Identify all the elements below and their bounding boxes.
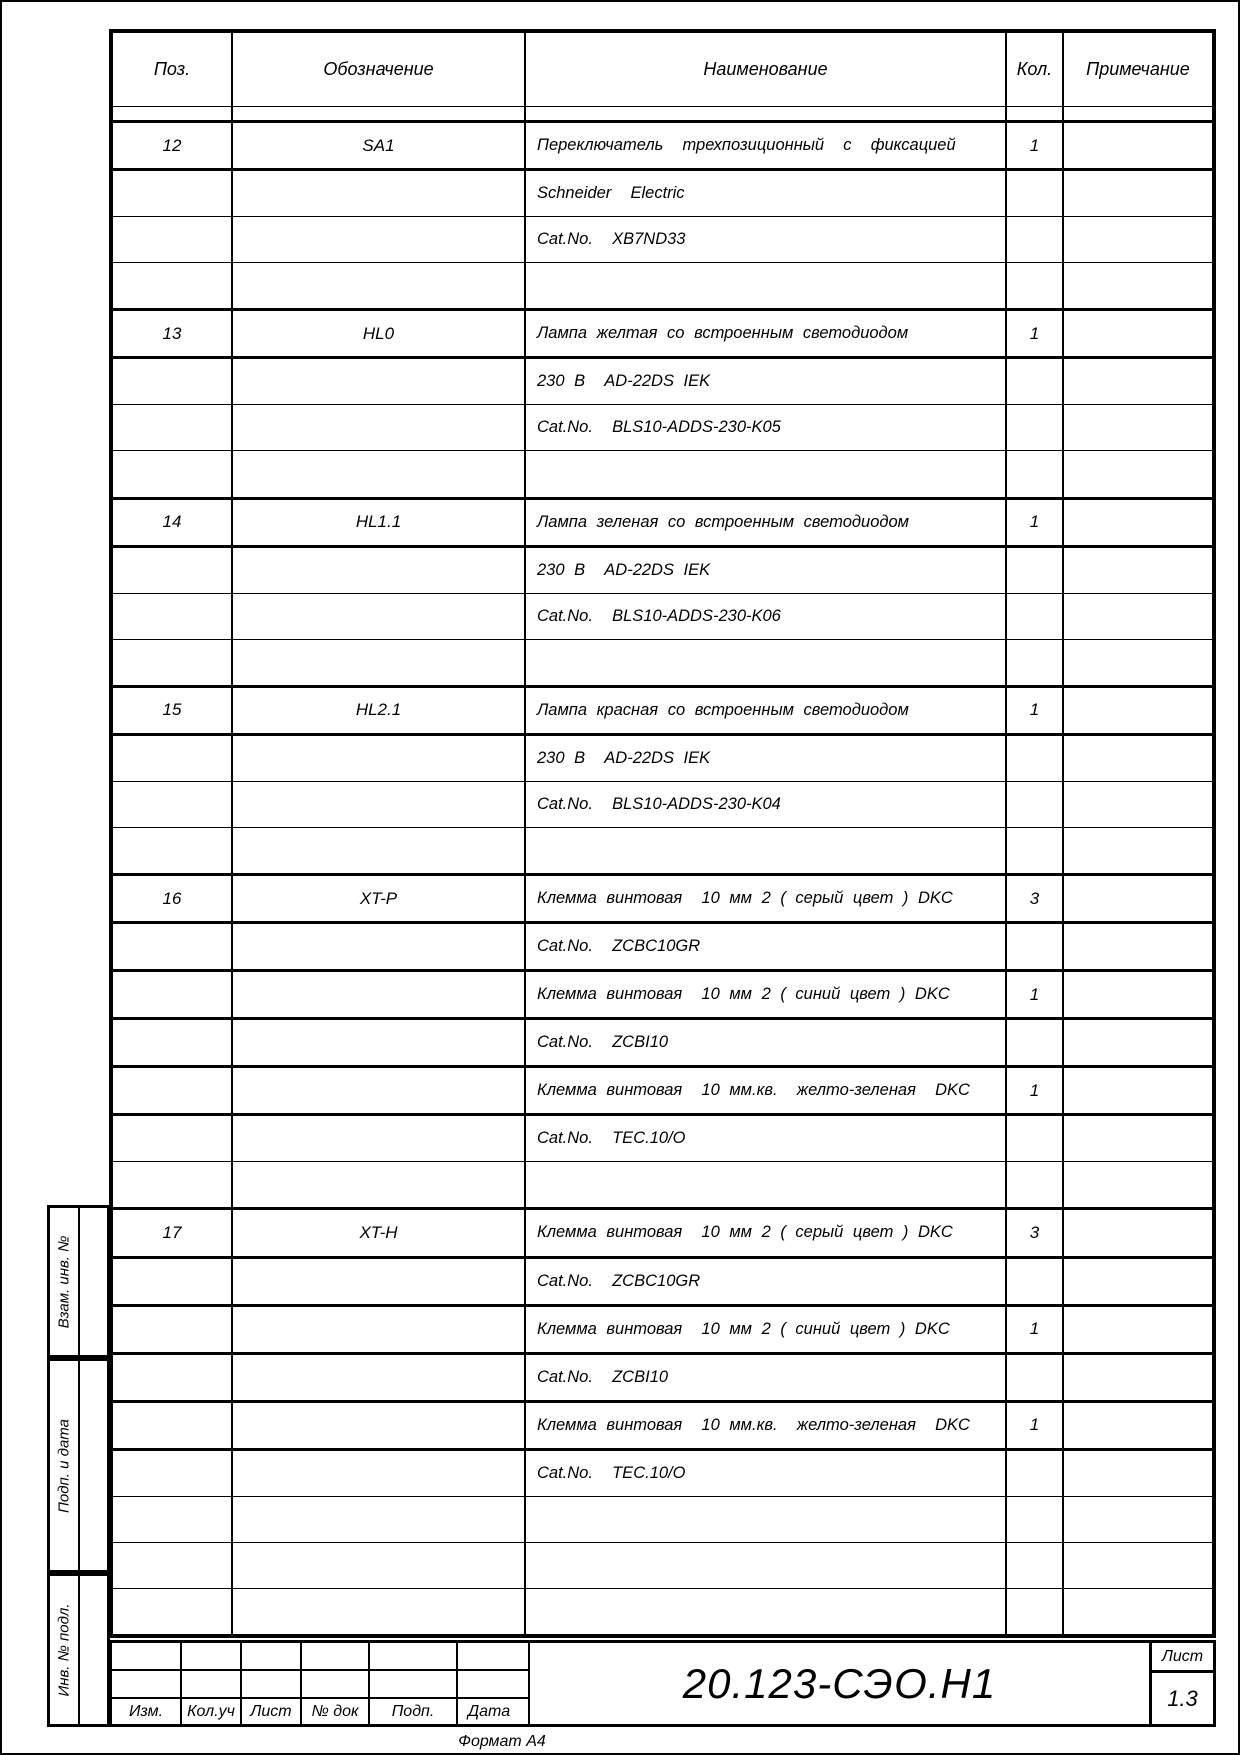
cell-poz <box>113 359 233 404</box>
cell-note <box>1064 924 1212 969</box>
stamp-box-podp-data <box>47 1358 110 1573</box>
cell-poz <box>113 1259 233 1304</box>
table-row <box>113 1207 1212 1255</box>
cell-name: Cat.No. TEC.10/O <box>526 1451 1007 1496</box>
title-block <box>109 1640 1216 1727</box>
cell-poz: 12 <box>113 123 233 168</box>
cell-oboz <box>233 828 526 873</box>
cell-oboz: XT-P <box>233 876 526 921</box>
cell-oboz <box>233 405 526 450</box>
table-row <box>113 356 1212 404</box>
cell-name: Cat.No. ZCBI10 <box>526 1020 1007 1065</box>
table-row <box>113 450 1212 496</box>
cell-poz <box>113 1116 233 1161</box>
table-row <box>113 404 1212 450</box>
cell-qty <box>1007 1497 1064 1542</box>
cell-qty <box>1007 1259 1064 1304</box>
sheet-number: 1.3 <box>1167 1685 1198 1711</box>
table-row <box>113 921 1212 969</box>
cell-oboz <box>233 1307 526 1352</box>
cell-note <box>1064 405 1212 450</box>
cell-poz <box>113 405 233 450</box>
header-gap-row <box>113 106 1212 120</box>
table-row <box>113 168 1212 216</box>
cell-name: Cat.No. ZCBI10 <box>526 1355 1007 1400</box>
cell-oboz: HL1.1 <box>233 500 526 545</box>
cell-poz <box>113 107 233 120</box>
revision-label-cell: Изм. <box>112 1699 182 1724</box>
cell-poz <box>113 171 233 216</box>
cell-name: Cat.No. TEC.10/O <box>526 1116 1007 1161</box>
header-name: Наименование <box>526 33 1007 106</box>
cell-poz <box>113 1589 233 1634</box>
cell-poz <box>113 736 233 781</box>
cell-qty <box>1007 1355 1064 1400</box>
cell-name <box>526 1162 1007 1207</box>
cell-oboz <box>233 1068 526 1113</box>
header-position: Поз. <box>113 33 233 106</box>
revision-grid-row <box>112 1669 528 1697</box>
cell-qty <box>1007 1116 1064 1161</box>
cell-name: Клемма винтовая 10 мм 2 ( синий цвет ) DKC <box>526 972 1007 1017</box>
cell-qty: 3 <box>1007 876 1064 921</box>
table-row <box>113 216 1212 262</box>
cell-oboz <box>233 1451 526 1496</box>
table-row <box>113 497 1212 545</box>
cell-note <box>1064 107 1212 120</box>
cell-qty <box>1007 1589 1064 1634</box>
cell-note <box>1064 1497 1212 1542</box>
cell-note <box>1064 1020 1212 1065</box>
revision-empty-cell <box>182 1643 242 1669</box>
cell-note <box>1064 1543 1212 1588</box>
table-row <box>113 685 1212 733</box>
stamp-box-vzam-inv <box>47 1205 110 1358</box>
cell-name <box>526 1497 1007 1542</box>
cell-qty <box>1007 594 1064 639</box>
cell-poz <box>113 1403 233 1448</box>
cell-name: Cat.No. XB7ND33 <box>526 217 1007 262</box>
revision-grid-row <box>112 1643 528 1669</box>
cell-note <box>1064 1068 1212 1113</box>
table-row <box>113 639 1212 685</box>
cell-name: Лампа желтая со встроенным светодиодом <box>526 311 1007 356</box>
cell-oboz <box>233 1116 526 1161</box>
specification-table <box>109 29 1216 1638</box>
cell-name: Лампа красная со встроенным светодиодом <box>526 688 1007 733</box>
cell-qty <box>1007 1162 1064 1207</box>
cell-note <box>1064 1403 1212 1448</box>
cell-oboz: HL0 <box>233 311 526 356</box>
table-row <box>113 1588 1212 1634</box>
cell-poz <box>113 263 233 308</box>
revision-label-cell: Лист <box>242 1699 302 1724</box>
cell-name <box>526 263 1007 308</box>
cell-name <box>526 828 1007 873</box>
cell-qty <box>1007 782 1064 827</box>
cell-poz: 14 <box>113 500 233 545</box>
cell-note <box>1064 736 1212 781</box>
cell-name <box>526 451 1007 496</box>
table-row <box>113 873 1212 921</box>
table-row <box>113 1496 1212 1542</box>
cell-qty <box>1007 359 1064 404</box>
cell-poz <box>113 924 233 969</box>
stamp-label: Взам. инв. № <box>55 1235 73 1328</box>
revision-empty-cell <box>182 1671 242 1697</box>
table-row <box>113 733 1212 781</box>
cell-qty: 1 <box>1007 311 1064 356</box>
cell-name: Клемма винтовая 10 мм 2 ( серый цвет ) DKC <box>526 876 1007 921</box>
header-note: Примечание <box>1086 59 1190 79</box>
cell-qty <box>1007 107 1064 120</box>
cell-poz <box>113 1068 233 1113</box>
cell-oboz <box>233 171 526 216</box>
cell-qty: 1 <box>1007 1307 1064 1352</box>
cell-oboz <box>233 1589 526 1634</box>
cell-note <box>1064 263 1212 308</box>
table-row <box>113 120 1212 168</box>
table-row <box>113 827 1212 873</box>
table-row <box>113 1304 1212 1352</box>
cell-qty: 1 <box>1007 500 1064 545</box>
cell-note <box>1064 1259 1212 1304</box>
cell-qty <box>1007 1451 1064 1496</box>
table-row <box>113 1161 1212 1207</box>
table-row <box>113 1448 1212 1496</box>
cell-note <box>1064 594 1212 639</box>
table-row <box>113 262 1212 308</box>
cell-poz: 17 <box>113 1210 233 1255</box>
cell-qty <box>1007 263 1064 308</box>
cell-name <box>526 1543 1007 1588</box>
cell-note <box>1064 972 1212 1017</box>
cell-name: Клемма винтовая 10 мм.кв. желто-зеленая DKC <box>526 1068 1007 1113</box>
cell-note <box>1064 1210 1212 1255</box>
cell-note <box>1064 1589 1212 1634</box>
cell-poz <box>113 1497 233 1542</box>
revision-grid <box>112 1643 530 1724</box>
cell-poz <box>113 1307 233 1352</box>
cell-poz <box>113 1451 233 1496</box>
cell-name: Переключатель трехпозиционный с фиксацией <box>526 123 1007 168</box>
header-designation: Обозначение <box>233 33 526 106</box>
cell-poz <box>113 782 233 827</box>
cell-oboz <box>233 217 526 262</box>
cell-poz <box>113 217 233 262</box>
cell-poz <box>113 1355 233 1400</box>
sheet-label: Лист <box>1152 1643 1213 1673</box>
cell-note <box>1064 359 1212 404</box>
cell-name: Клемма винтовая 10 мм 2 ( серый цвет ) DKC <box>526 1210 1007 1255</box>
stamp-empty-column <box>80 1208 107 1355</box>
cell-name: Клемма винтовая 10 мм.кв. желто-зеленая DKC <box>526 1403 1007 1448</box>
revision-grid-row <box>112 1697 528 1724</box>
document-number-cell <box>530 1643 1149 1724</box>
cell-qty <box>1007 451 1064 496</box>
table-row <box>113 1256 1212 1304</box>
cell-note <box>1064 123 1212 168</box>
cell-poz <box>113 1543 233 1588</box>
revision-empty-cell <box>302 1643 370 1669</box>
cell-oboz <box>233 1020 526 1065</box>
cell-note <box>1064 876 1212 921</box>
cell-oboz: HL2.1 <box>233 688 526 733</box>
cell-note <box>1064 1451 1212 1496</box>
table-row <box>113 308 1212 356</box>
cell-qty <box>1007 405 1064 450</box>
cell-note <box>1064 548 1212 593</box>
stamp-label: Инв. № подл. <box>55 1603 73 1697</box>
cell-name: Cat.No. ZCBC10GR <box>526 1259 1007 1304</box>
cell-note <box>1064 311 1212 356</box>
cell-poz <box>113 548 233 593</box>
cell-oboz <box>233 1543 526 1588</box>
cell-qty <box>1007 924 1064 969</box>
stamp-label-column <box>50 1208 80 1355</box>
table-row <box>113 1065 1212 1113</box>
cell-qty: 1 <box>1007 123 1064 168</box>
table-row <box>113 545 1212 593</box>
cell-oboz <box>233 107 526 120</box>
table-row <box>113 969 1212 1017</box>
cell-poz <box>113 451 233 496</box>
revision-label-cell: Кол.уч <box>182 1699 242 1724</box>
cell-qty: 1 <box>1007 688 1064 733</box>
stamp-label-column <box>50 1361 80 1570</box>
cell-oboz <box>233 1403 526 1448</box>
table-row <box>113 1400 1212 1448</box>
cell-name: Cat.No. BLS10-ADDS-230-K05 <box>526 405 1007 450</box>
table-body <box>113 120 1212 1634</box>
cell-oboz <box>233 782 526 827</box>
cell-oboz <box>233 594 526 639</box>
table-header-row <box>113 33 1212 106</box>
cell-oboz <box>233 548 526 593</box>
revision-empty-cell <box>112 1643 182 1669</box>
table-row <box>113 1017 1212 1065</box>
cell-qty: 1 <box>1007 972 1064 1017</box>
cell-poz <box>113 1020 233 1065</box>
cell-name: Клемма винтовая 10 мм 2 ( синий цвет ) DKC <box>526 1307 1007 1352</box>
cell-qty: 1 <box>1007 1403 1064 1448</box>
cell-name <box>526 107 1007 120</box>
cell-qty <box>1007 1020 1064 1065</box>
stamp-label: Подп. и дата <box>55 1418 73 1513</box>
cell-qty <box>1007 828 1064 873</box>
cell-name: Cat.No. BLS10-ADDS-230-K04 <box>526 782 1007 827</box>
format-note: Формат А4 <box>458 1733 546 1750</box>
cell-name: Лампа зеленая со встроенным светодиодом <box>526 500 1007 545</box>
document-number: 20.123-СЭО.Н1 <box>682 1659 997 1707</box>
cell-oboz: XT-H <box>233 1210 526 1255</box>
cell-poz <box>113 1162 233 1207</box>
stamp-label-column <box>50 1576 80 1724</box>
revision-label-cell: Дата <box>467 1702 511 1720</box>
cell-poz <box>113 828 233 873</box>
cell-note <box>1064 1116 1212 1161</box>
cell-oboz <box>233 1162 526 1207</box>
cell-oboz: SA1 <box>233 123 526 168</box>
cell-poz <box>113 594 233 639</box>
cell-qty <box>1007 217 1064 262</box>
cell-note <box>1064 217 1212 262</box>
stamp-box-inv-podl <box>47 1573 110 1727</box>
header-quantity: Кол. <box>1007 33 1064 106</box>
revision-empty-cell <box>112 1671 182 1697</box>
cell-oboz <box>233 1259 526 1304</box>
table-row <box>113 1542 1212 1588</box>
cell-qty <box>1007 171 1064 216</box>
cell-name: Cat.No. BLS10-ADDS-230-K06 <box>526 594 1007 639</box>
revision-empty-cell <box>302 1671 370 1697</box>
cell-note <box>1064 828 1212 873</box>
table-row <box>113 593 1212 639</box>
cell-qty: 1 <box>1007 1068 1064 1113</box>
cell-name: 230 В AD-22DS IEK <box>526 736 1007 781</box>
cell-name <box>526 1589 1007 1634</box>
cell-name: Schneider Electric <box>526 171 1007 216</box>
cell-poz <box>113 640 233 685</box>
cell-note <box>1064 1355 1212 1400</box>
cell-name: 230 В AD-22DS IEK <box>526 359 1007 404</box>
cell-note <box>1064 782 1212 827</box>
stamp-empty-column <box>80 1361 107 1570</box>
cell-note <box>1064 1162 1212 1207</box>
cell-oboz <box>233 1497 526 1542</box>
cell-poz: 16 <box>113 876 233 921</box>
cell-note <box>1064 688 1212 733</box>
table-row <box>113 1352 1212 1400</box>
cell-oboz <box>233 451 526 496</box>
cell-poz: 13 <box>113 311 233 356</box>
cell-name: Cat.No. ZCBC10GR <box>526 924 1007 969</box>
cell-note <box>1064 1307 1212 1352</box>
cell-note <box>1064 171 1212 216</box>
revision-empty-cell <box>370 1671 458 1697</box>
cell-qty <box>1007 548 1064 593</box>
cell-note <box>1064 451 1212 496</box>
cell-qty: 3 <box>1007 1210 1064 1255</box>
cell-oboz <box>233 640 526 685</box>
cell-oboz <box>233 736 526 781</box>
sheet-cell <box>1149 1643 1213 1724</box>
revision-empty-cell <box>242 1643 302 1669</box>
revision-empty-cell <box>458 1671 520 1697</box>
revision-label-cell: Подп. <box>370 1699 458 1724</box>
cell-name: 230 В AD-22DS IEK <box>526 548 1007 593</box>
cell-oboz <box>233 263 526 308</box>
cell-oboz <box>233 359 526 404</box>
cell-name <box>526 640 1007 685</box>
cell-qty <box>1007 1543 1064 1588</box>
cell-poz <box>113 972 233 1017</box>
table-row <box>113 1113 1212 1161</box>
revision-empty-cell <box>242 1671 302 1697</box>
cell-oboz <box>233 1355 526 1400</box>
cell-qty <box>1007 736 1064 781</box>
cell-oboz <box>233 972 526 1017</box>
cell-note <box>1064 640 1212 685</box>
cell-qty <box>1007 640 1064 685</box>
revision-empty-cell <box>370 1643 458 1669</box>
cell-note <box>1064 500 1212 545</box>
table-row <box>113 781 1212 827</box>
revision-label-cell: № док <box>302 1699 370 1724</box>
cell-oboz <box>233 924 526 969</box>
revision-empty-cell <box>458 1643 520 1669</box>
cell-poz: 15 <box>113 688 233 733</box>
stamp-empty-column <box>80 1576 107 1724</box>
